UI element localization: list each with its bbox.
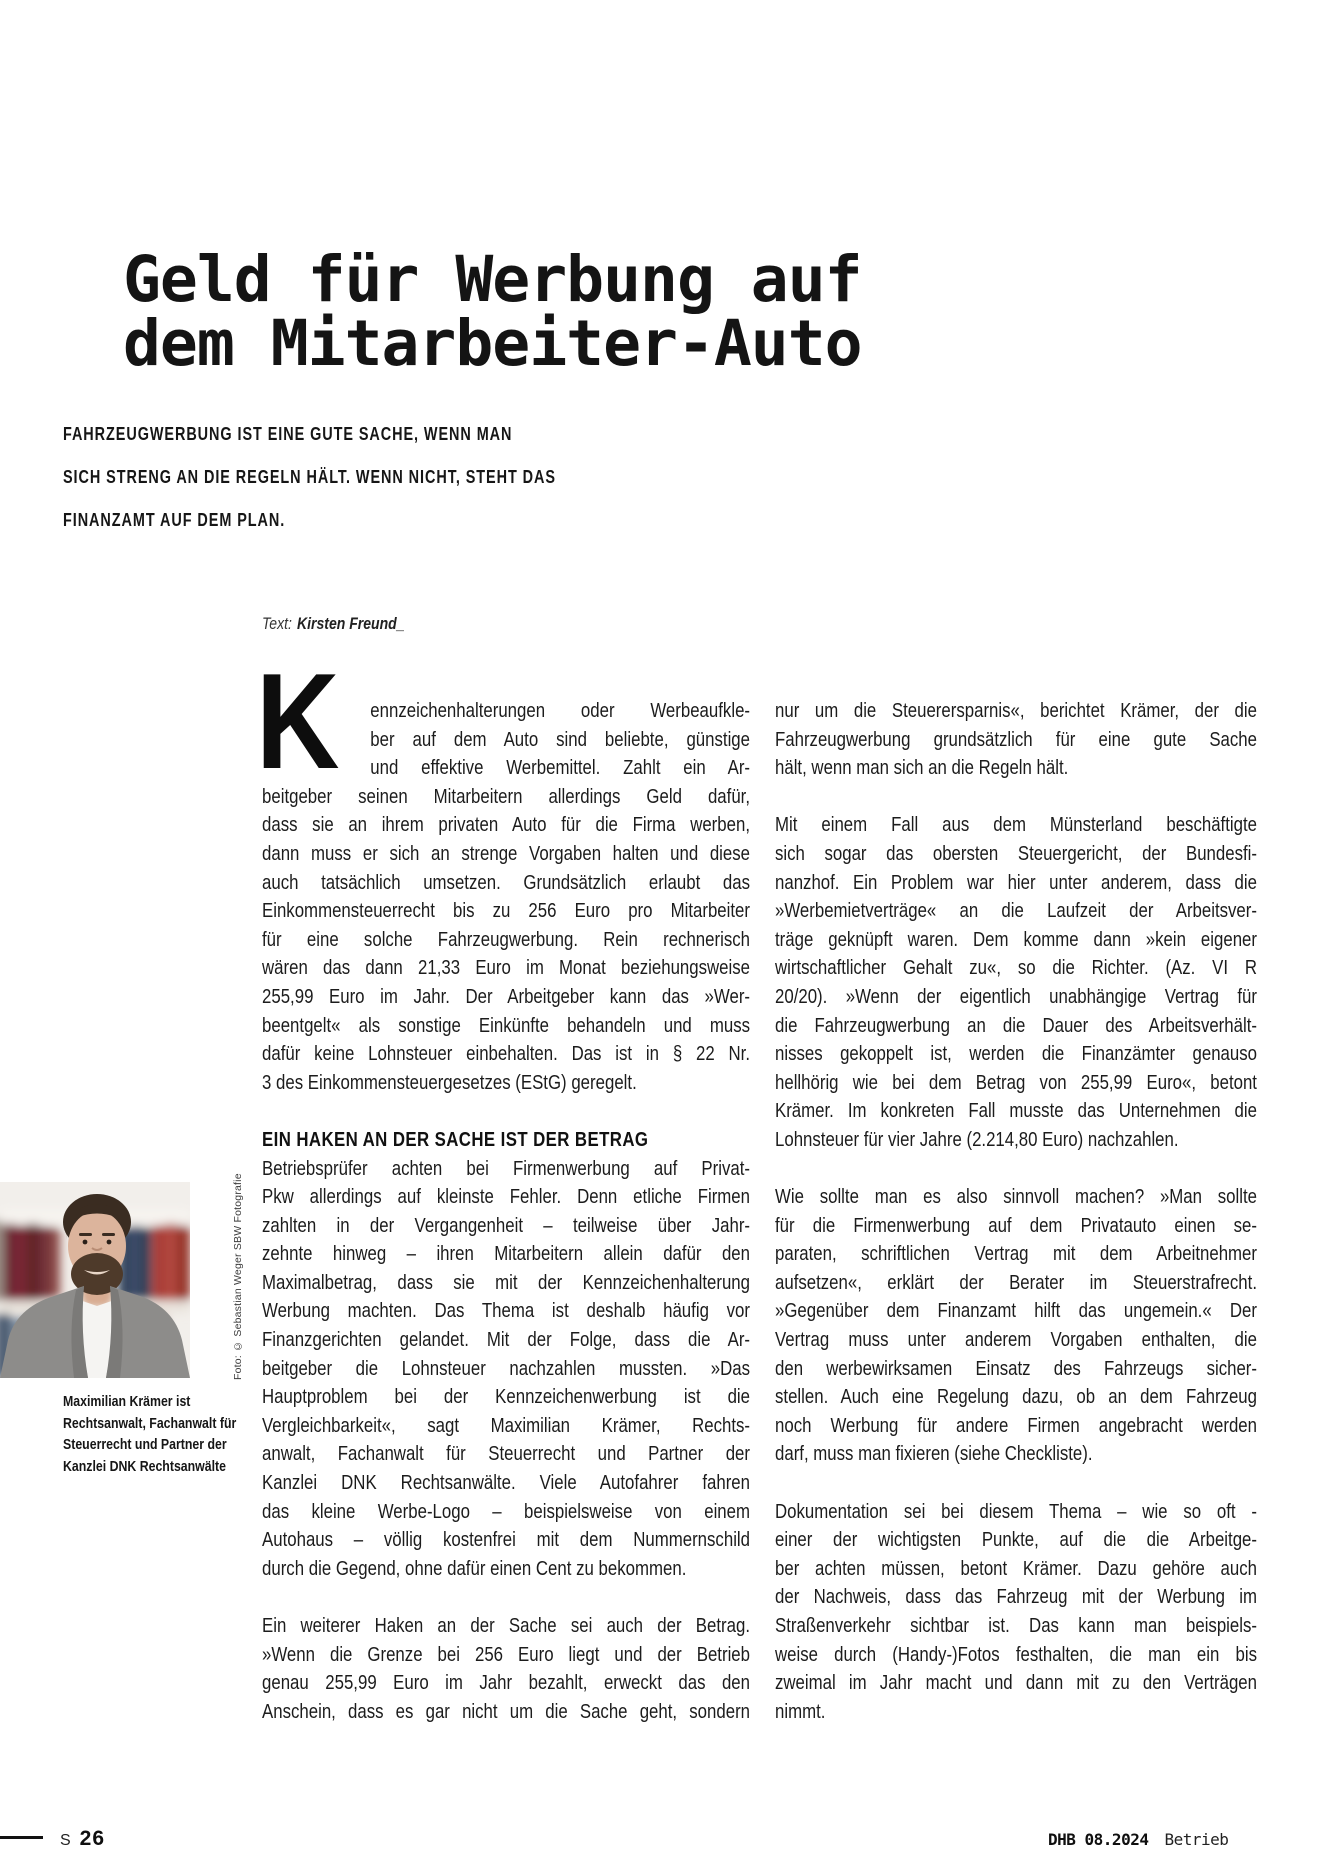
- body-line: nanzhof. Ein Problem war hier unter anderem, dass die: [775, 870, 1257, 894]
- page-prefix: S: [60, 1832, 72, 1849]
- body-line: noch Werbung für andere Firmen angebracht werden: [775, 1413, 1257, 1437]
- body-line: nisses gekoppelt ist, werden die Finanzämter genauso: [775, 1042, 1257, 1066]
- body-line: »Werbemietverträge« an die Laufzeit der Arbeitsver-: [775, 899, 1257, 923]
- body-line: Betriebsprüfer achten bei Firmenwerbung auf Privat-: [262, 1156, 751, 1180]
- body-line: genau 255,99 Euro im Jahr bezahlt, erweckt das den: [262, 1671, 751, 1695]
- body-line: Anschein, dass es gar nicht um die Sache geht, sondern: [262, 1699, 751, 1723]
- section-heading: EIN HAKEN AN DER SACHE IST DER BETRAG: [262, 1127, 649, 1151]
- body-line: [775, 1469, 1257, 1498]
- article-title-line1: Geld für Werbung auf: [123, 243, 862, 316]
- body-line: paraten, schriftlichen Vertrag mit dem Arbeitnehmer: [775, 1242, 1257, 1266]
- body-line: ber auf dem Auto sind beliebte, günstige: [370, 727, 751, 751]
- body-line: ennzeichenhalterungen oder Werbeaufkle-: [370, 699, 751, 722]
- body-line: träge geknüpft waren. Dem komme dann »kein eigener: [775, 927, 1257, 951]
- body-line: Kanzlei DNK Rechtsanwälte. Viele Autofahrer fahren: [262, 1471, 751, 1495]
- body-line: stellen. Auch eine Regelung dazu, ob an dem Fahrzeug: [775, 1385, 1257, 1409]
- body-line: dafür keine Lohnsteuer einbehalten. Das ist in § 22 Nr.: [262, 1042, 751, 1066]
- body-line: nur um die Steuerersparnis«, berichtet Krämer, der die: [775, 699, 1257, 722]
- body-line: beentgelt« als sonstige Einkünfte behandeln und muss: [262, 1013, 751, 1037]
- body-line: für die Firmenwerbung auf dem Privatauto einen se-: [775, 1213, 1257, 1237]
- standfirst: [63, 412, 556, 541]
- article-title: [123, 243, 862, 380]
- body-line: dass sie an ihrem privaten Auto für die Firma werben,: [262, 813, 751, 837]
- portrait-photo: [0, 1182, 190, 1378]
- body-line: hellhörig wie bei dem Betrag von 255,99 Euro«, betont: [775, 1070, 1257, 1094]
- body-line: Fahrzeugwerbung grundsätzlich für eine gute Sache: [775, 727, 1257, 751]
- body-line: die Fahrzeugwerbung an die Dauer des Arbeitsverhält-: [775, 1013, 1257, 1037]
- body-line: Mit einem Fall aus dem Münsterland beschäftigte: [775, 813, 1257, 837]
- body-line: einer der wichtigsten Punkte, auf die die Arbeitge-: [775, 1528, 1257, 1552]
- body-line: Maximalbetrag, dass sie mit der Kennzeichenhalterung: [262, 1270, 751, 1294]
- body-line: Einkommensteuerrecht bis zu 256 Euro pro Mitarbeiter: [262, 899, 751, 923]
- body-line: Wie sollte man es also sinnvoll machen? »Man sollte: [775, 1185, 1257, 1209]
- body-line: Lohnsteuer für vier Jahre (2.214,80 Euro) nachzahlen.: [775, 1127, 1179, 1151]
- footer-issue-indicator: [1048, 1830, 1228, 1849]
- page-number: 26: [79, 1827, 106, 1850]
- body-line: Finanzgerichten gelandet. Mit der Folge, dass die Ar-: [262, 1328, 751, 1352]
- caption-line: Steuerrecht und Partner der: [63, 1437, 227, 1453]
- body-line: aufsetzen«, erklärt der Berater im Steuerstrafrecht.: [775, 1270, 1257, 1294]
- body-line: nimmt.: [775, 1699, 826, 1723]
- body-line: Autohaus – völlig kostenfrei mit dem Nummernschild: [262, 1528, 751, 1552]
- body-line: zehnte hinweg – ihren Mitarbeitern allein dafür den: [262, 1242, 751, 1266]
- byline-label: Text:: [262, 615, 292, 633]
- body-line: Dokumentation sei bei diesem Thema – wie so oft -: [775, 1499, 1257, 1523]
- caption-line: Maximilian Krämer ist: [63, 1394, 191, 1410]
- body-line: ber achten müssen, betont Krämer. Dazu gehöre auch: [775, 1556, 1257, 1580]
- body-line: [775, 783, 1257, 812]
- body-line: wirtschaftlicher Gehalt zu«, so die Richter. (Az. VI R: [775, 956, 1257, 980]
- body-line: für eine solche Fahrzeugwerbung. Rein rechnerisch: [262, 927, 751, 951]
- body-line: 3 des Einkommensteuergesetzes (EStG) geregelt.: [262, 1070, 637, 1094]
- body-line: und effektive Werbemittel. Zahlt ein Ar-: [370, 756, 751, 780]
- footer-page-indicator: [60, 1827, 105, 1851]
- body-line: hält, wenn man sich an die Regeln hält.: [775, 756, 1069, 780]
- body-line: durch die Gegend, ohne dafür einen Cent zu bekommen.: [262, 1556, 687, 1580]
- footer-rule: [0, 1836, 43, 1839]
- body-line: Straßenverkehr sichtbar ist. Das kann man beispiels-: [775, 1614, 1257, 1637]
- body-line: 20/20). »Wenn der eigentlich unabhängige Vertrag für: [775, 984, 1257, 1008]
- body-column-right: [775, 697, 1257, 1726]
- caption-line: Rechtsanwalt, Fachanwalt für: [63, 1415, 237, 1432]
- body-line: Werbung machten. Das Thema ist deshalb häufig vor: [262, 1299, 751, 1323]
- body-line: »Wenn die Grenze bei 256 Euro liegt und der Betrieb: [262, 1642, 751, 1666]
- body-line: beitgeber die Lohnsteuer nachzahlen mussten. »Das: [262, 1356, 751, 1380]
- standfirst-line: FAHRZEUGWERBUNG IST EINE GUTE SACHE, WENN MAN: [63, 423, 513, 444]
- article-title-line2: dem Mitarbeiter-Auto: [123, 307, 862, 380]
- body-line: darf, muss man fixieren (siehe Checkliste).: [775, 1442, 1093, 1466]
- drop-cap: K: [256, 645, 340, 797]
- body-line: das kleine Werbe-Logo – beispielsweise von einem: [262, 1499, 751, 1523]
- body-line: »Gegenüber dem Finanzamt hilft das ungemein.« Der: [775, 1299, 1257, 1323]
- byline-author: Kirsten Freund_: [296, 615, 405, 633]
- body-line: 255,99 Euro im Jahr. Der Arbeitgeber kann das »Wer-: [262, 984, 751, 1008]
- body-line: auch tatsächlich umsetzen. Grundsätzlich erlaubt das: [262, 870, 751, 894]
- byline: [262, 615, 405, 634]
- body-line: [262, 1097, 750, 1126]
- caption-line: Kanzlei DNK Rechtsanwälte: [63, 1458, 227, 1475]
- body-line: zahlten in der Vergangenheit – teilweise über Jahr-: [262, 1213, 751, 1237]
- body-line: Krämer. Im konkreten Fall musste das Unternehmen die: [775, 1099, 1257, 1123]
- body-line: anwalt, Fachanwalt für Steuerrecht und Partner der: [262, 1442, 751, 1466]
- body-line: Vertrag muss unter anderem Vorgaben enthalten, die: [775, 1328, 1257, 1352]
- body-line: beitgeber seinen Mitarbeitern allerdings Geld dafür,: [262, 784, 751, 808]
- body-line: zweimal im Jahr macht und dann mit zu den Verträgen: [775, 1671, 1257, 1695]
- body-line: [775, 1155, 1257, 1184]
- standfirst-line: SICH STRENG AN DIE REGELN HÄLT. WENN NICHT, STEHT DAS: [63, 466, 556, 487]
- body-line: weise durch (Handy-)Fotos festhalten, die man ein bis: [775, 1642, 1257, 1666]
- body-line: wären das dann 21,33 Euro im Monat beziehungsweise: [262, 956, 751, 980]
- standfirst-line: FINANZAMT AUF DEM PLAN.: [63, 509, 286, 530]
- section-label: Betrieb: [1164, 1830, 1229, 1849]
- issue-label: DHB 08.2024: [1048, 1830, 1149, 1849]
- photo-credit: Foto: © Sebastian Weger SBW Fotografie: [232, 1173, 244, 1380]
- body-line: [262, 1583, 750, 1612]
- body-line: den werbewirksamen Einsatz des Fahrzeugs sicher-: [775, 1356, 1257, 1380]
- body-line: Pkw allerdings auf kleinste Fehler. Denn etliche Firmen: [262, 1185, 751, 1209]
- body-line: Vergleichbarkeit«, sagt Maximilian Krämer, Rechts-: [262, 1413, 751, 1437]
- body-column-left: [262, 697, 750, 1726]
- body-line: dann muss er sich an strenge Vorgaben halten und diese: [262, 841, 751, 865]
- body-line: Ein weiterer Haken an der Sache sei auch der Betrag.: [262, 1614, 751, 1637]
- body-line: der Nachweis, dass das Fahrzeug mit der Werbung im: [775, 1585, 1257, 1609]
- body-line: Hauptproblem bei der Kennzeichenwerbung ist die: [262, 1385, 751, 1409]
- body-line: sich sogar das obersten Steuergericht, der Bundesfi-: [775, 841, 1257, 865]
- photo-caption: [63, 1392, 236, 1478]
